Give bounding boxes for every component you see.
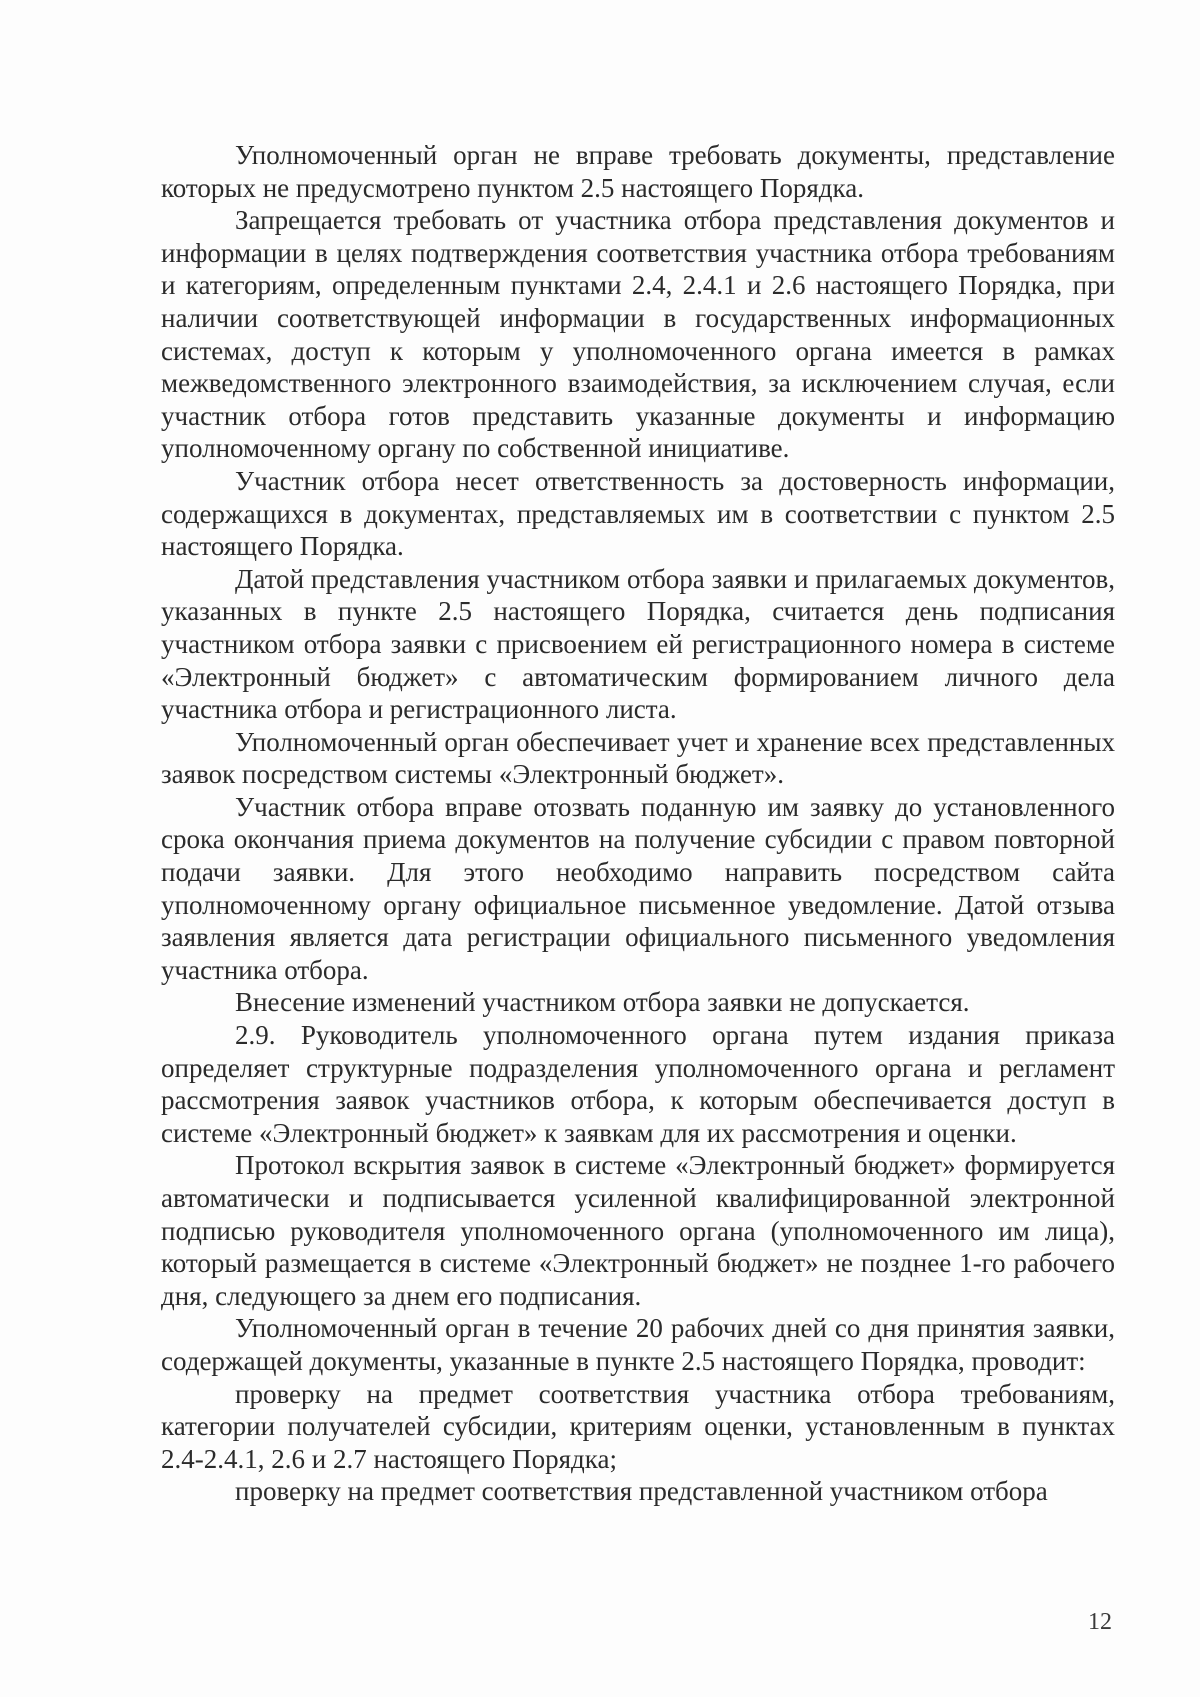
document-body — [161, 139, 1115, 1508]
paragraph-withdrawal: Участник отбора вправе отозвать поданную им заявку до установленного срока окончания приема документов на получение субсидии с правом повторной подачи заявки. Для этого необходимо направить посредством сайта уполномоченному органу официальное письменное уведомление. Датой отзыва заявления является дата регистрации официального письменного уведомления участника отбора. — [161, 791, 1115, 985]
list-item-compliance-check: проверку на предмет соответствия участника отбора требованиям, категории получателей субсидии, критериям оценки, установленным в пунктах 2.4-2.4.1, 2.6 и 2.7 настоящего Порядка; — [161, 1378, 1115, 1474]
paragraph-section-2-9: 2.9. Руководитель уполномоченного органа путем издания приказа определяет структурные подразделения уполномоченного органа и регламент рассмотрения заявок участников отбора, к которым обеспечивается доступ в системе «Электронный бюджет» к заявкам для их рассмотрения и оценки. — [161, 1020, 1115, 1148]
paragraph-opening-protocol: Протокол вскрытия заявок в системе «Электронный бюджет» формируется автоматически и подписывается усиленной квалифицированной электронной подписью руководителя уполномоченного органа (уполномоченного им лица), который размещается в системе «Электронный бюджет» не позднее 1-го рабочего дня, следующего за днем его подписания. — [161, 1150, 1115, 1311]
paragraph-submission-date: Датой представления участником отбора заявки и прилагаемых документов, указанных в пункте 2.5 настоящего Порядка, считается день подписания участником отбора заявки с присвоением ей регистрационного номера в системе «Электронный бюджет» с автоматическим формированием личного дела участника отбора и регистрационного листа. — [161, 563, 1115, 725]
paragraph-responsibility: Участник отбора несет ответственность за достоверность информации, содержащихся в документах, представляемых им в соответствии с пунктом 2.5 настоящего Порядка. — [161, 465, 1115, 562]
paragraph-storage: Уполномоченный орган обеспечивает учет и хранение всех представленных заявок посредством системы «Электронный бюджет». — [161, 726, 1115, 790]
paragraph-review-period: Уполномоченный орган в течение 20 рабочих дней со дня принятия заявки, содержащей документы, указанные в пункте 2.5 настоящего Порядка, проводит: — [161, 1313, 1115, 1376]
page-number: 12 — [1088, 1609, 1112, 1635]
paragraph-no-changes: Внесение изменений участником отбора заявки не допускается. — [235, 987, 970, 1018]
list-item-submission-check: проверку на предмет соответствия представленной участником отбора — [235, 1476, 1048, 1507]
paragraph-prohibition: Запрещается требовать от участника отбора представления документов и информации в целях подтверждения соответствия участника отбора требованиям и категориям, определенным пунктами 2.4, 2.4.1 и 2.6 настоящего Порядка, при наличии соответствующей информации в государственных информационных системах, доступ к которым у уполномоченного органа имеется в рамках межведомственного электронного взаимодействия, за исключением случая, если участник отбора готов представить указанные документы и информацию уполномоченному органу по собственной инициативе. — [161, 205, 1115, 464]
paragraph-documents-not-required: Уполномоченный орган не вправе требовать документы, представление которых не предусмотрено пунктом 2.5 настоящего Порядка. — [161, 140, 1115, 203]
